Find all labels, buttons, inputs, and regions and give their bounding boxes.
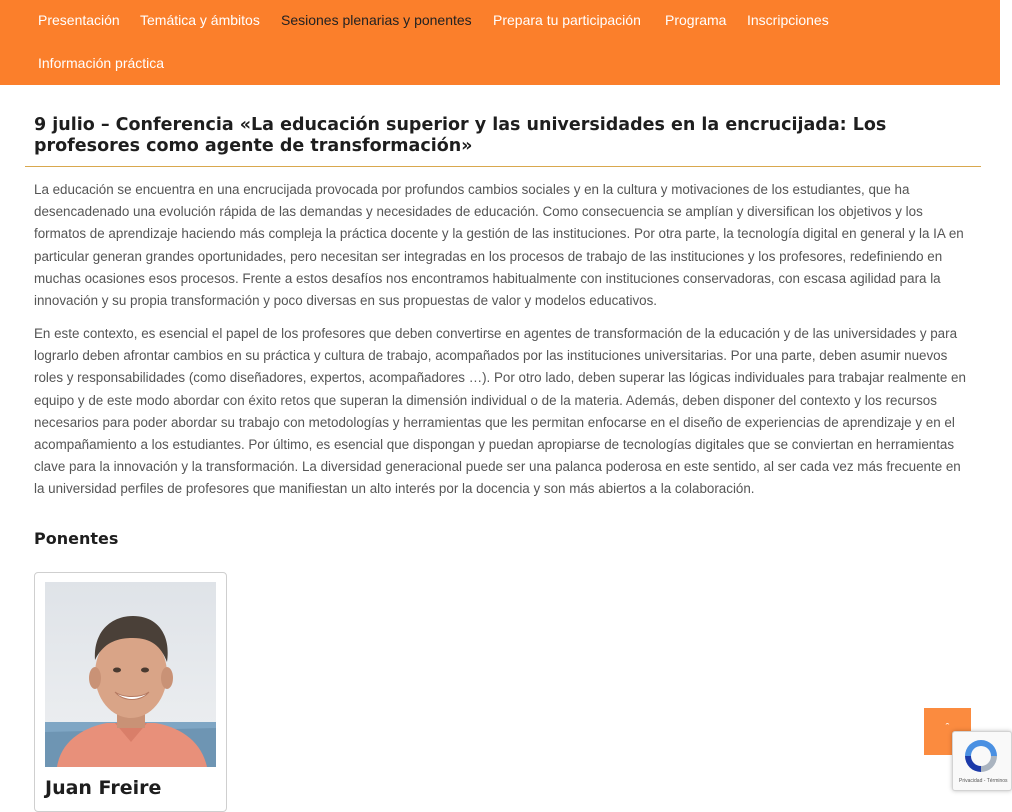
recaptcha-terms[interactable]: Privacidad - Términos [959,778,1008,784]
speaker-name[interactable]: Juan Freire [45,777,162,799]
title-divider [25,166,981,167]
nav-item-tematica[interactable]: Temática y ámbitos [140,12,260,28]
recaptcha-badge[interactable] [952,731,1012,791]
speaker-card[interactable] [34,572,227,812]
chevron-up-icon: ˆ [945,722,950,734]
recaptcha-logo-icon [961,736,1001,776]
nav-item-presentacion[interactable]: Presentación [38,12,120,28]
intro-paragraph: La educación se encuentra en una encrucijada provocada por profundos cambios sociales y en la cultura y motivaciones de los estudiantes, que ha desencadenado una evolución rápida de las demandas y necesidades de educación. Como consecuencia se amplían y diversifican los objetivos y los formatos de aprendizaje haciendo más compleja la práctica docente y la gestión de las instituciones. Por otra parte, la tecnología digital en general y la IA en particular generan grandes oportunidades, pero necesitan ser integradas en los procesos de trabajo de las instituciones y los profesores, redefiniendo en muchas ocasiones esos procesos. Frente a estos desafíos nos encontramos habitualmente con instituciones conservadoras, con escasa agilidad para la innovación y su propia transformación y poco diversas en sus propuestas de valor y modelos educativos. [34,182,964,309]
nav-item-programa[interactable]: Programa [665,12,727,28]
nav-item-informacion-practica[interactable]: Información práctica [38,55,165,71]
context-paragraph: En este contexto, es esencial el papel de los profesores que deben convertirse en agentes de transformación de la educación y de las universidades y para lograrlo deben afrontar cambios en su práctica y cultura de trabajo, acompañados por las instituciones universitarias. Por una parte, deben asumir nuevos roles y responsabilidades (como diseñadores, expertos, acompañadores …). Por otro lado, deben superar las lógicas individuales para trabajar realmente en equipo y de este modo abordar con éxito retos que superan la dimensión individual o de la materia. Además, deben disponer del contexto y los recursos necesarios para poder abordar su trabajo con metodologías y herramientas que les permitan enfocarse en el diseño de experiencias de aprendizaje y en el acompañamiento a los estudiantes. Por último, es esencial que dispongan y puedan apropiarse de tecnologías digitales que se conviertan en herramientas clave para la innovación y la transformación. La diversidad generacional puede ser una palanca poderosa en este sentido, al ser cada vez más frecuente en la universidad perfiles de profesores que manifiestan un alto interés por la docencia y son más abiertos a la colaboración. [34,326,966,497]
top-navigation [0,0,1000,85]
speakers-heading: Ponentes [34,529,119,548]
speaker-photo [45,582,216,767]
nav-item-sesiones-plenarias[interactable]: Sesiones plenarias y ponentes [281,12,472,28]
page-title: 9 julio – Conferencia «La educación superior y las universidades en la encrucijada: Los profesores como agente de transformación» [34,115,887,156]
nav-item-inscripciones[interactable]: Inscripciones [747,12,829,28]
nav-item-prepara-participacion[interactable]: Prepara tu participación [493,12,641,28]
